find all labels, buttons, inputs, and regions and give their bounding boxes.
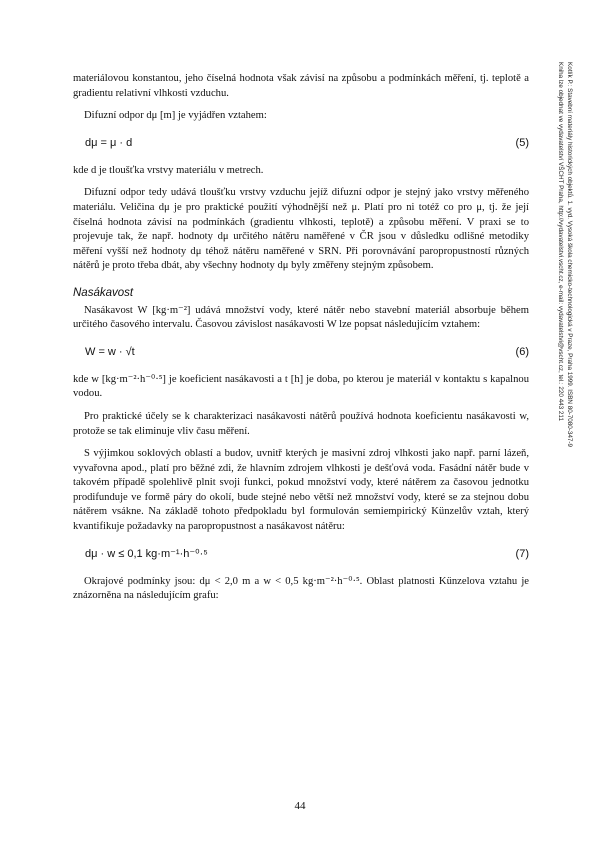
paragraph-4: Difuzní odpor tedy udává tloušťku vrstvy vzduchu jejíž difuzní odpor je stejný jako vrstvy měřeného materiálu. Veličina dμ je pro praktické použití výhodnější než μ. Platí pro ni totéž co pro μ, tj. že její číselná hodnota závisí na podmínkách (gradientu vlhkosti, teplotě) a způsobu měření. V praxi se to projevuje tak, že např. hodnoty dμ určitého nátěru naměřené v ČR jsou v důsledku odlišné metodiky měření vyšší než hodnoty dμ téhož nátěru naměřené v SRN. Při porovnávání paropropustností různých nátěrů je proto třeba dbát, aby všechny hodnoty dμ byly změřeny stejným způsobem. (73, 187, 529, 272)
equation-6-number: (6) (515, 345, 529, 358)
side-citation-line-1: Kotlík P.: Stavební materiály historických objektů. 1. vyd. Vysoká škola chemicko-technologická v Praze, Praha 1999. ISBN 80-7080-347-9 (566, 62, 573, 448)
section-heading: Nasákavost (73, 286, 134, 299)
page-number: 44 (294, 800, 306, 812)
body-text (73, 72, 529, 612)
equation-5-number: (5) (515, 136, 529, 149)
paragraph-3: kde d je tloušťka vrstvy materiálu v metrech. (73, 164, 264, 176)
side-citation (544, 62, 574, 622)
paragraph-5: Nasákavost W [kg·m⁻²] udává množství vody, které nátěr nebo stavební materiál absorbuje během určitého časového intervalu. Časovou závislost nasákavosti W lze popsat následujícím vztahem: (73, 304, 529, 331)
equation-7-number: (7) (515, 547, 529, 560)
paragraph-6: kde w [kg·m⁻²·h⁻⁰·⁵] je koeficient nasákavosti a t [h] je doba, po kterou je materiál v kontaktu s kapalnou vodou. (73, 373, 529, 400)
equation-7-formula: dμ · w ≤ 0,1 kg·m⁻¹·h⁻⁰·⁵ (85, 547, 208, 560)
side-citation-line-2: Kniha lze objednat ve vydavatelství VŠCHT Praha, http://vydavatelstvi.vscht.cz, e-mail: vydavatelstvi@vscht.cz, tel.: 220 443 211 (557, 62, 564, 421)
equation-7 (73, 543, 529, 565)
paragraph-2: Difuzní odpor dμ [m] je vyjádřen vztahem: (84, 110, 267, 122)
equation-6 (73, 341, 529, 363)
equation-6-formula: W = w · √t (85, 345, 135, 358)
paragraph-9: Okrajové podmínky jsou: dμ < 2,0 m a w < 0,5 kg·m⁻²·h⁻⁰·⁵. Oblast platnosti Künzelova vztahu je znázorněna na následujícím grafu: (73, 575, 529, 602)
paragraph-1: materiálovou konstantou, jeho číselná hodnota však závisí na způsobu a podmínkách měření, tj. teplotě a gradientu relativní vlhkosti vzduchu. (73, 73, 529, 99)
equation-5-formula: dμ = μ · d (85, 136, 133, 149)
equation-5 (73, 132, 529, 154)
paragraph-7: Pro praktické účely se k charakterizaci nasákavosti nátěrů používá hodnota koeficientu nasákavosti w, protože se tak eliminuje vliv času měření. (73, 410, 529, 437)
paragraph-8: S výjimkou soklových oblastí a budov, uvnitř kterých je masivní zdroj vlhkosti jako např. parní lázeň, vyvařovna apod., platí pro běžné zdi, že hlavním zdrojem vlhkosti je dešťová voda. Fasádní nátěr bude v takovém případě spolehlivě plnit svoji funkci, pokud množství vody, které nátěrem za časovou jednotku prodifunduje ve formě páry do okolí, bude stejné nebo větší než množství vody, které se za stejnou dobu nátěrem vsákne. Na základě tohoto předpokladu byl formulován semiempirický Künzelův vztah, který kvantifikuje požadavky na paropropustnost a nasákavost nátěru: (73, 448, 529, 533)
